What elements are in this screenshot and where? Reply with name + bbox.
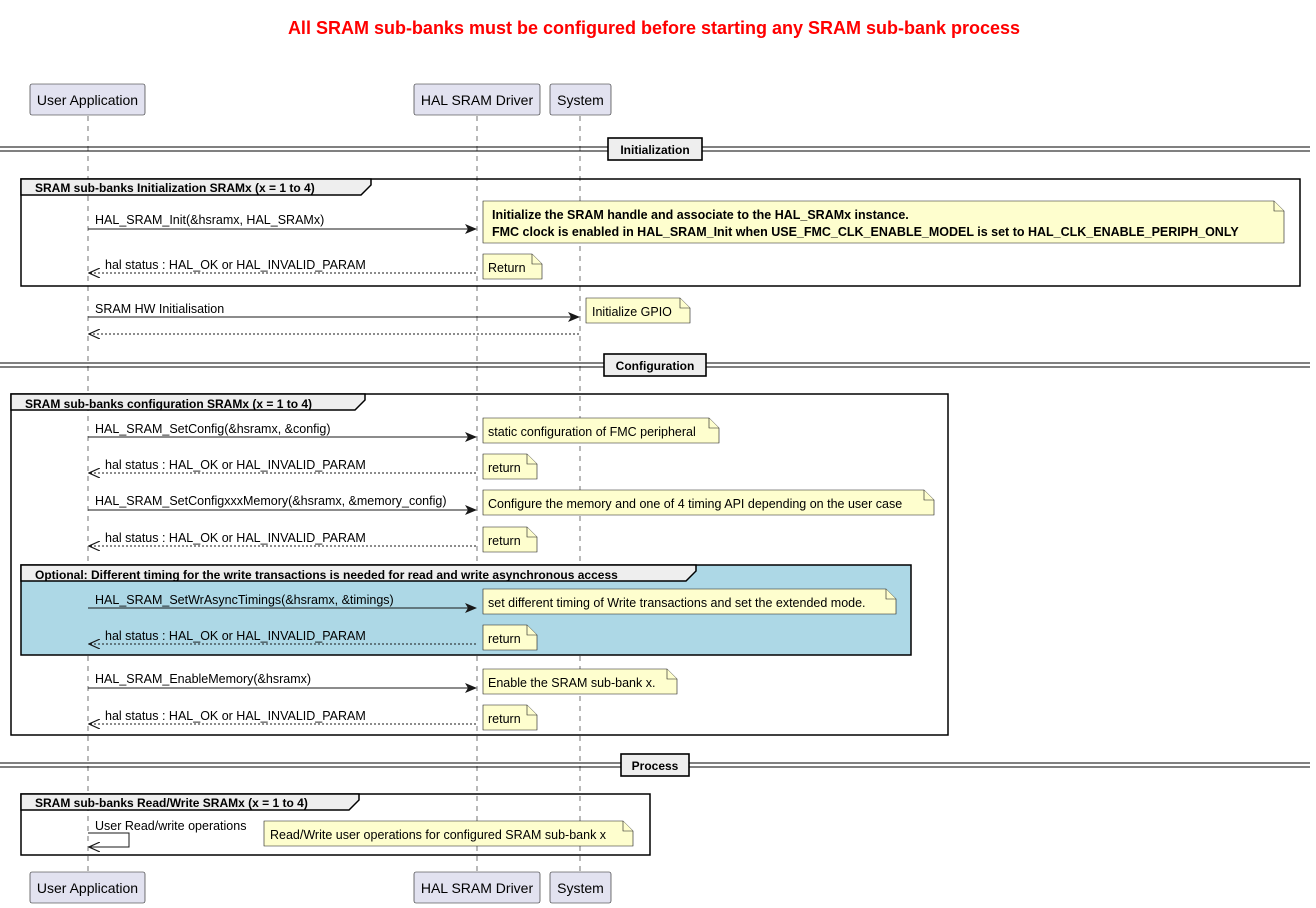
message-arrow-rw-self — [88, 833, 129, 847]
note-label: Read/Write user operations for configured SRAM sub-bank x — [270, 828, 607, 842]
participant-hal-sram-driver-bottom — [414, 872, 540, 903]
note-return-1 — [483, 454, 537, 479]
note-gpio — [586, 298, 690, 323]
note-write-timing — [483, 589, 896, 614]
note-label: return — [488, 632, 521, 646]
note-return-4 — [483, 705, 537, 730]
participant-user-application-bottom — [30, 872, 145, 903]
note-label: return — [488, 712, 521, 726]
group-label: SRAM sub-banks Initialization SRAMx (x = 1 to 4) — [35, 181, 315, 195]
note-label: Return — [488, 261, 526, 275]
group-label: Optional: Different timing for the write transactions is needed for read and write asynchronous access — [35, 568, 618, 582]
message-setmem-return: hal status : HAL_OK or HAL_INVALID_PARAM — [105, 531, 366, 545]
diagram-title: All SRAM sub-banks must be configured before starting any SRAM sub-bank process — [287, 18, 1021, 38]
participant-user-application-top — [30, 84, 145, 115]
message-init-return: hal status : HAL_OK or HAL_INVALID_PARAM — [105, 258, 366, 272]
note-enable — [483, 669, 677, 694]
divider-label: Initialization — [620, 143, 690, 157]
message-wrasync: HAL_SRAM_SetWrAsyncTimings(&hsramx, &timings) — [95, 593, 394, 607]
participant-label: User Application — [36, 92, 139, 108]
participant-hal-sram-driver-top — [414, 84, 540, 115]
note-init — [483, 201, 1284, 243]
participant-label: System — [557, 880, 604, 896]
group-label: SRAM sub-banks configuration SRAMx (x = 1 to 4) — [25, 397, 313, 411]
note-label: Configure the memory and one of 4 timing API depending on the user case — [488, 497, 903, 511]
note-return-2 — [483, 527, 537, 552]
note-label: static configuration of FMC peripheral — [488, 425, 696, 439]
note-return-3 — [483, 625, 537, 650]
participant-label: User Application — [36, 880, 139, 896]
note-memory-config — [483, 490, 934, 515]
participant-system-bottom — [550, 872, 611, 903]
note-label: set different timing of Write transactions and set the extended mode. — [488, 596, 866, 610]
group-label: SRAM sub-banks Read/Write SRAMx (x = 1 to 4) — [35, 796, 308, 810]
message-wrasync-return: hal status : HAL_OK or HAL_INVALID_PARAM — [105, 629, 366, 643]
note-static-config — [483, 418, 719, 443]
message-enable-return: hal status : HAL_OK or HAL_INVALID_PARAM — [105, 709, 366, 723]
message-enable: HAL_SRAM_EnableMemory(&hsramx) — [95, 672, 312, 686]
participant-label: HAL SRAM Driver — [420, 92, 534, 108]
divider-configuration — [0, 354, 1310, 376]
note-init-return — [483, 254, 542, 279]
divider-label: Process — [631, 759, 679, 773]
message-setconfig: HAL_SRAM_SetConfig(&hsramx, &config) — [95, 422, 331, 436]
note-init-line1: Initialize the SRAM handle and associate to the HAL_SRAMx instance. — [492, 208, 909, 222]
note-label: return — [488, 534, 521, 548]
divider-process — [0, 754, 1310, 776]
divider-label: Configuration — [615, 359, 695, 373]
participant-system-top — [550, 84, 611, 115]
message-hw-init: SRAM HW Initialisation — [95, 302, 225, 316]
note-label: Initialize GPIO — [592, 305, 672, 319]
message-rw-ops: User Read/write operations — [95, 819, 247, 833]
message-setmem: HAL_SRAM_SetConfigxxxMemory(&hsramx, &memory_config) — [95, 494, 447, 508]
divider-initialization — [0, 138, 1310, 160]
participant-label: System — [557, 92, 604, 108]
note-label: Enable the SRAM sub-bank x. — [488, 676, 656, 690]
message-setconfig-return: hal status : HAL_OK or HAL_INVALID_PARAM — [105, 458, 366, 472]
note-init-line2: FMC clock is enabled in HAL_SRAM_Init when USE_FMC_CLK_ENABLE_MODEL is set to HAL_CLK_ENABLE_PERIPH_ONLY — [492, 225, 1239, 239]
note-label: return — [488, 461, 521, 475]
note-rw — [264, 821, 633, 846]
participant-label: HAL SRAM Driver — [420, 880, 534, 896]
message-init-call: HAL_SRAM_Init(&hsramx, HAL_SRAMx) — [95, 213, 325, 227]
